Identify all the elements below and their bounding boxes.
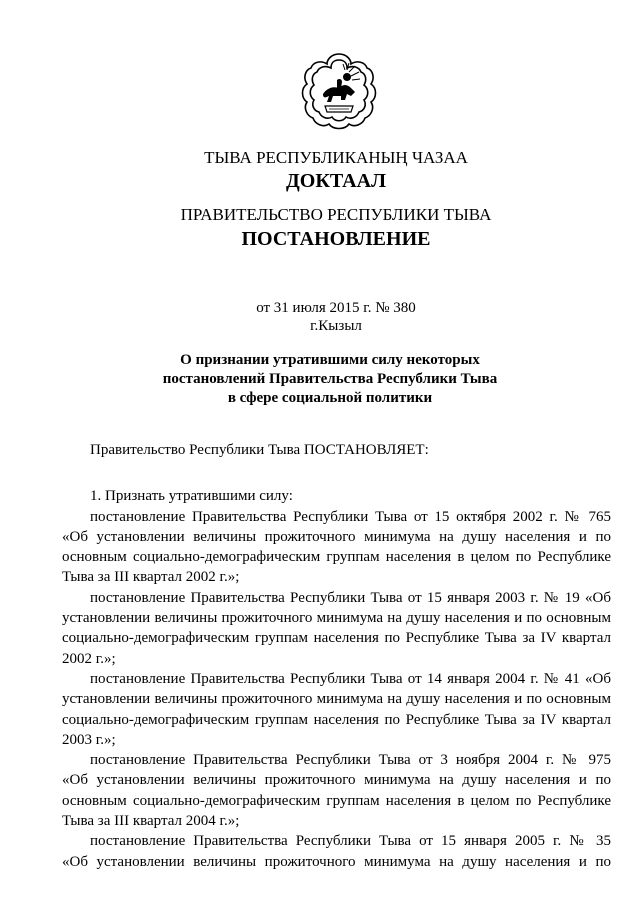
title-line: О признании утратившими силу некоторых xyxy=(180,352,480,368)
document-body xyxy=(62,440,611,872)
paragraph-line: Тыва за III квартал 2004 г.»; xyxy=(62,813,240,830)
body-paragraph xyxy=(62,831,611,872)
title-line: в сфере социальной политики xyxy=(227,390,433,406)
paragraph-line: основным социально-демографическим группам населения в целом по Республике xyxy=(62,549,611,566)
paragraph-line: Тыва за III квартал 2002 г.»; xyxy=(62,569,240,586)
body-paragraph xyxy=(62,588,611,669)
paragraph-line: установлении величины прожиточного минимума на душу населения и по основным xyxy=(62,610,611,627)
government-heading: ПРАВИТЕЛЬСТВО РЕСПУБЛИКИ ТЫВА xyxy=(180,205,492,224)
paragraph-line: 2003 г.»; xyxy=(62,731,116,748)
paragraph-line: постановление Правительства Республики Тыва от 15 января 2003 г. № 19 «Об xyxy=(90,589,611,606)
body-paragraph xyxy=(62,507,611,588)
paragraph-line: постановление Правительства Республики Тыва от 15 октября 2002 г. № 765 xyxy=(90,508,611,525)
paragraph-line: социально-демографическим группам населения по Республике Тыва за IV квартал xyxy=(62,630,611,647)
paragraph-line: «Об установлении величины прожиточного минимума на душу населения и по xyxy=(62,853,611,870)
document-type: ПОСТАНОВЛЕНИЕ xyxy=(241,228,431,250)
document-city: г.Кызыл xyxy=(310,318,362,334)
paragraph-line: постановление Правительства Республики Тыва от 3 ноября 2004 г. № 975 xyxy=(90,752,611,769)
tuva-government-heading: ТЫВА РЕСПУБЛИКАНЫҢ ЧАЗАА xyxy=(204,148,468,167)
paragraph-line: 2002 г.»; xyxy=(62,650,116,667)
paragraph-line: «Об установлении величины прожиточного минимума на душу населения и по xyxy=(62,772,611,789)
document-title xyxy=(120,351,540,408)
paragraph-line: социально-демографическим группам населения по Республике Тыва за IV квартал xyxy=(62,711,611,728)
body-paragraph xyxy=(62,750,611,831)
paragraph-line: установлении величины прожиточного минимума на душу населения и по основным xyxy=(62,691,611,708)
title-line: постановлений Правительства Республики Тыва xyxy=(162,371,498,387)
body-paragraph xyxy=(62,669,611,750)
paragraph-line: «Об установлении величины прожиточного минимума на душу населения и по xyxy=(62,528,611,545)
intro-paragraph: Правительство Республики Тыва ПОСТАНОВЛЯЕТ: xyxy=(90,442,429,458)
tuva-document-type: ДОКТААЛ xyxy=(286,170,386,192)
paragraph-line: постановление Правительства Республики Тыва от 15 января 2005 г. № 35 xyxy=(90,833,611,850)
item-1-paragraph: 1. Признать утратившими силу: xyxy=(90,488,293,505)
paragraph-line: основным социально-демографическим группам населения в целом по Республике xyxy=(62,792,611,809)
coat-of-arms-emblem xyxy=(299,50,379,134)
document-date-number: от 31 июля 2015 г. № 380 xyxy=(256,300,416,316)
paragraph-line: постановление Правительства Республики Тыва от 14 января 2004 г. № 41 «Об xyxy=(90,670,611,687)
